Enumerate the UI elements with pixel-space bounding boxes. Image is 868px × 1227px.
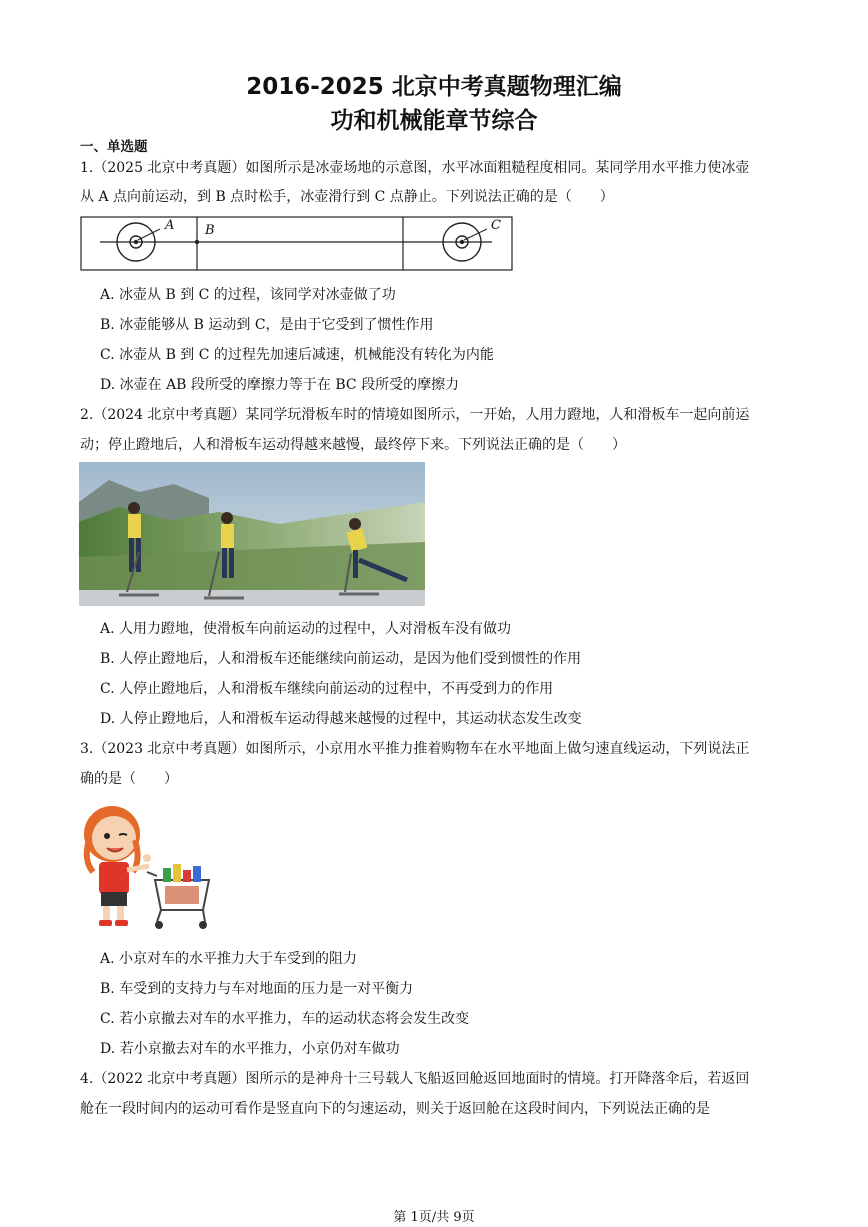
question-3-option-d: D. 若小京撤去对车的水平推力，小京仍对车做功 <box>100 1041 400 1057</box>
label-point-b: B <box>205 223 215 238</box>
question-1-line1: 1.（2025 北京中考真题）如图所示是冰壶场地的示意图，水平冰面粗糙程度相同。某同学用水平推力使冰壶 <box>80 160 750 176</box>
question-3-option-a: A. 小京对车的水平推力大于车受到的阻力 <box>100 951 358 967</box>
scooter-photo <box>79 462 425 606</box>
question-3-option-c: C. 若小京撤去对车的水平推力，车的运动状态将会发生改变 <box>100 1011 470 1027</box>
question-2-option-d: D. 人停止蹬地后，人和滑板车运动得越来越慢的过程中，其运动状态发生改变 <box>100 711 582 727</box>
label-point-c: C <box>491 218 501 233</box>
question-1-option-a: A. 冰壶从 B 到 C 的过程，该同学对冰壶做了功 <box>100 287 396 303</box>
question-3-option-b: B. 车受到的支持力与车对地面的压力是一对平衡力 <box>100 981 414 997</box>
document-title-line1: 2016-2025 北京中考真题物理汇编 <box>246 74 622 100</box>
question-2-line2: 动；停止蹬地后，人和滑板车运动得越来越慢，最终停下来。下列说法正确的是（ ） <box>80 437 626 453</box>
point-b-marker <box>195 240 199 244</box>
question-1-option-d: D. 冰壶在 AB 段所受的摩擦力等于在 BC 段所受的摩擦力 <box>100 377 460 393</box>
question-2-line1: 2.（2024 北京中考真题）某同学玩滑板车时的情境如图所示，一开始，人用力蹬地，人和滑板车一起向前运 <box>80 407 750 423</box>
question-2-option-c: C. 人停止蹬地后，人和滑板车继续向前运动的过程中，不再受到力的作用 <box>100 681 554 697</box>
question-3-line1: 3.（2023 北京中考真题）如图所示，小京用水平推力推着购物车在水平地面上做匀速直线运动，下列说法正 <box>80 741 750 757</box>
question-2-option-b: B. 人停止蹬地后，人和滑板车还能继续向前运动，是因为他们受到惯性的作用 <box>100 651 582 667</box>
section-heading: 一、单选题 <box>80 139 148 155</box>
curling-rink-diagram <box>80 216 514 272</box>
girl-face <box>92 816 136 860</box>
girl-shirt <box>99 862 129 894</box>
question-4-line1: 4.（2022 北京中考真题）图所示的是神舟十三号载人飞船返回舱返回地面时的情境。打开降落伞后，若返回 <box>80 1071 750 1087</box>
shopping-cart-icon <box>147 864 209 929</box>
question-3-line2: 确的是（ ） <box>80 771 178 787</box>
question-2-option-a: A. 人用力蹬地，使滑板车向前运动的过程中，人对滑板车没有做功 <box>100 621 512 637</box>
question-1-line2: 从 A 点向前运动，到 B 点时松手，冰壶滑行到 C 点静止。下列说法正确的是（ ） <box>80 189 614 205</box>
page-number: 第 1页/共 9页 <box>393 1210 475 1225</box>
question-1-option-b: B. 冰壶能够从 B 运动到 C，是由于它受到了惯性作用 <box>100 317 434 333</box>
shopping-cart-girl-illustration <box>79 800 214 932</box>
document-title-line2: 功和机械能章节综合 <box>330 108 538 134</box>
label-point-a: A <box>165 218 175 233</box>
question-1-option-c: C. 冰壶从 B 到 C 的过程先加速后减速，机械能没有转化为内能 <box>100 347 494 363</box>
question-4-line2: 舱在一段时间内的运动可看作是竖直向下的匀速运动，则关于返回舱在这段时间内，下列说法正确的是 <box>80 1101 710 1117</box>
